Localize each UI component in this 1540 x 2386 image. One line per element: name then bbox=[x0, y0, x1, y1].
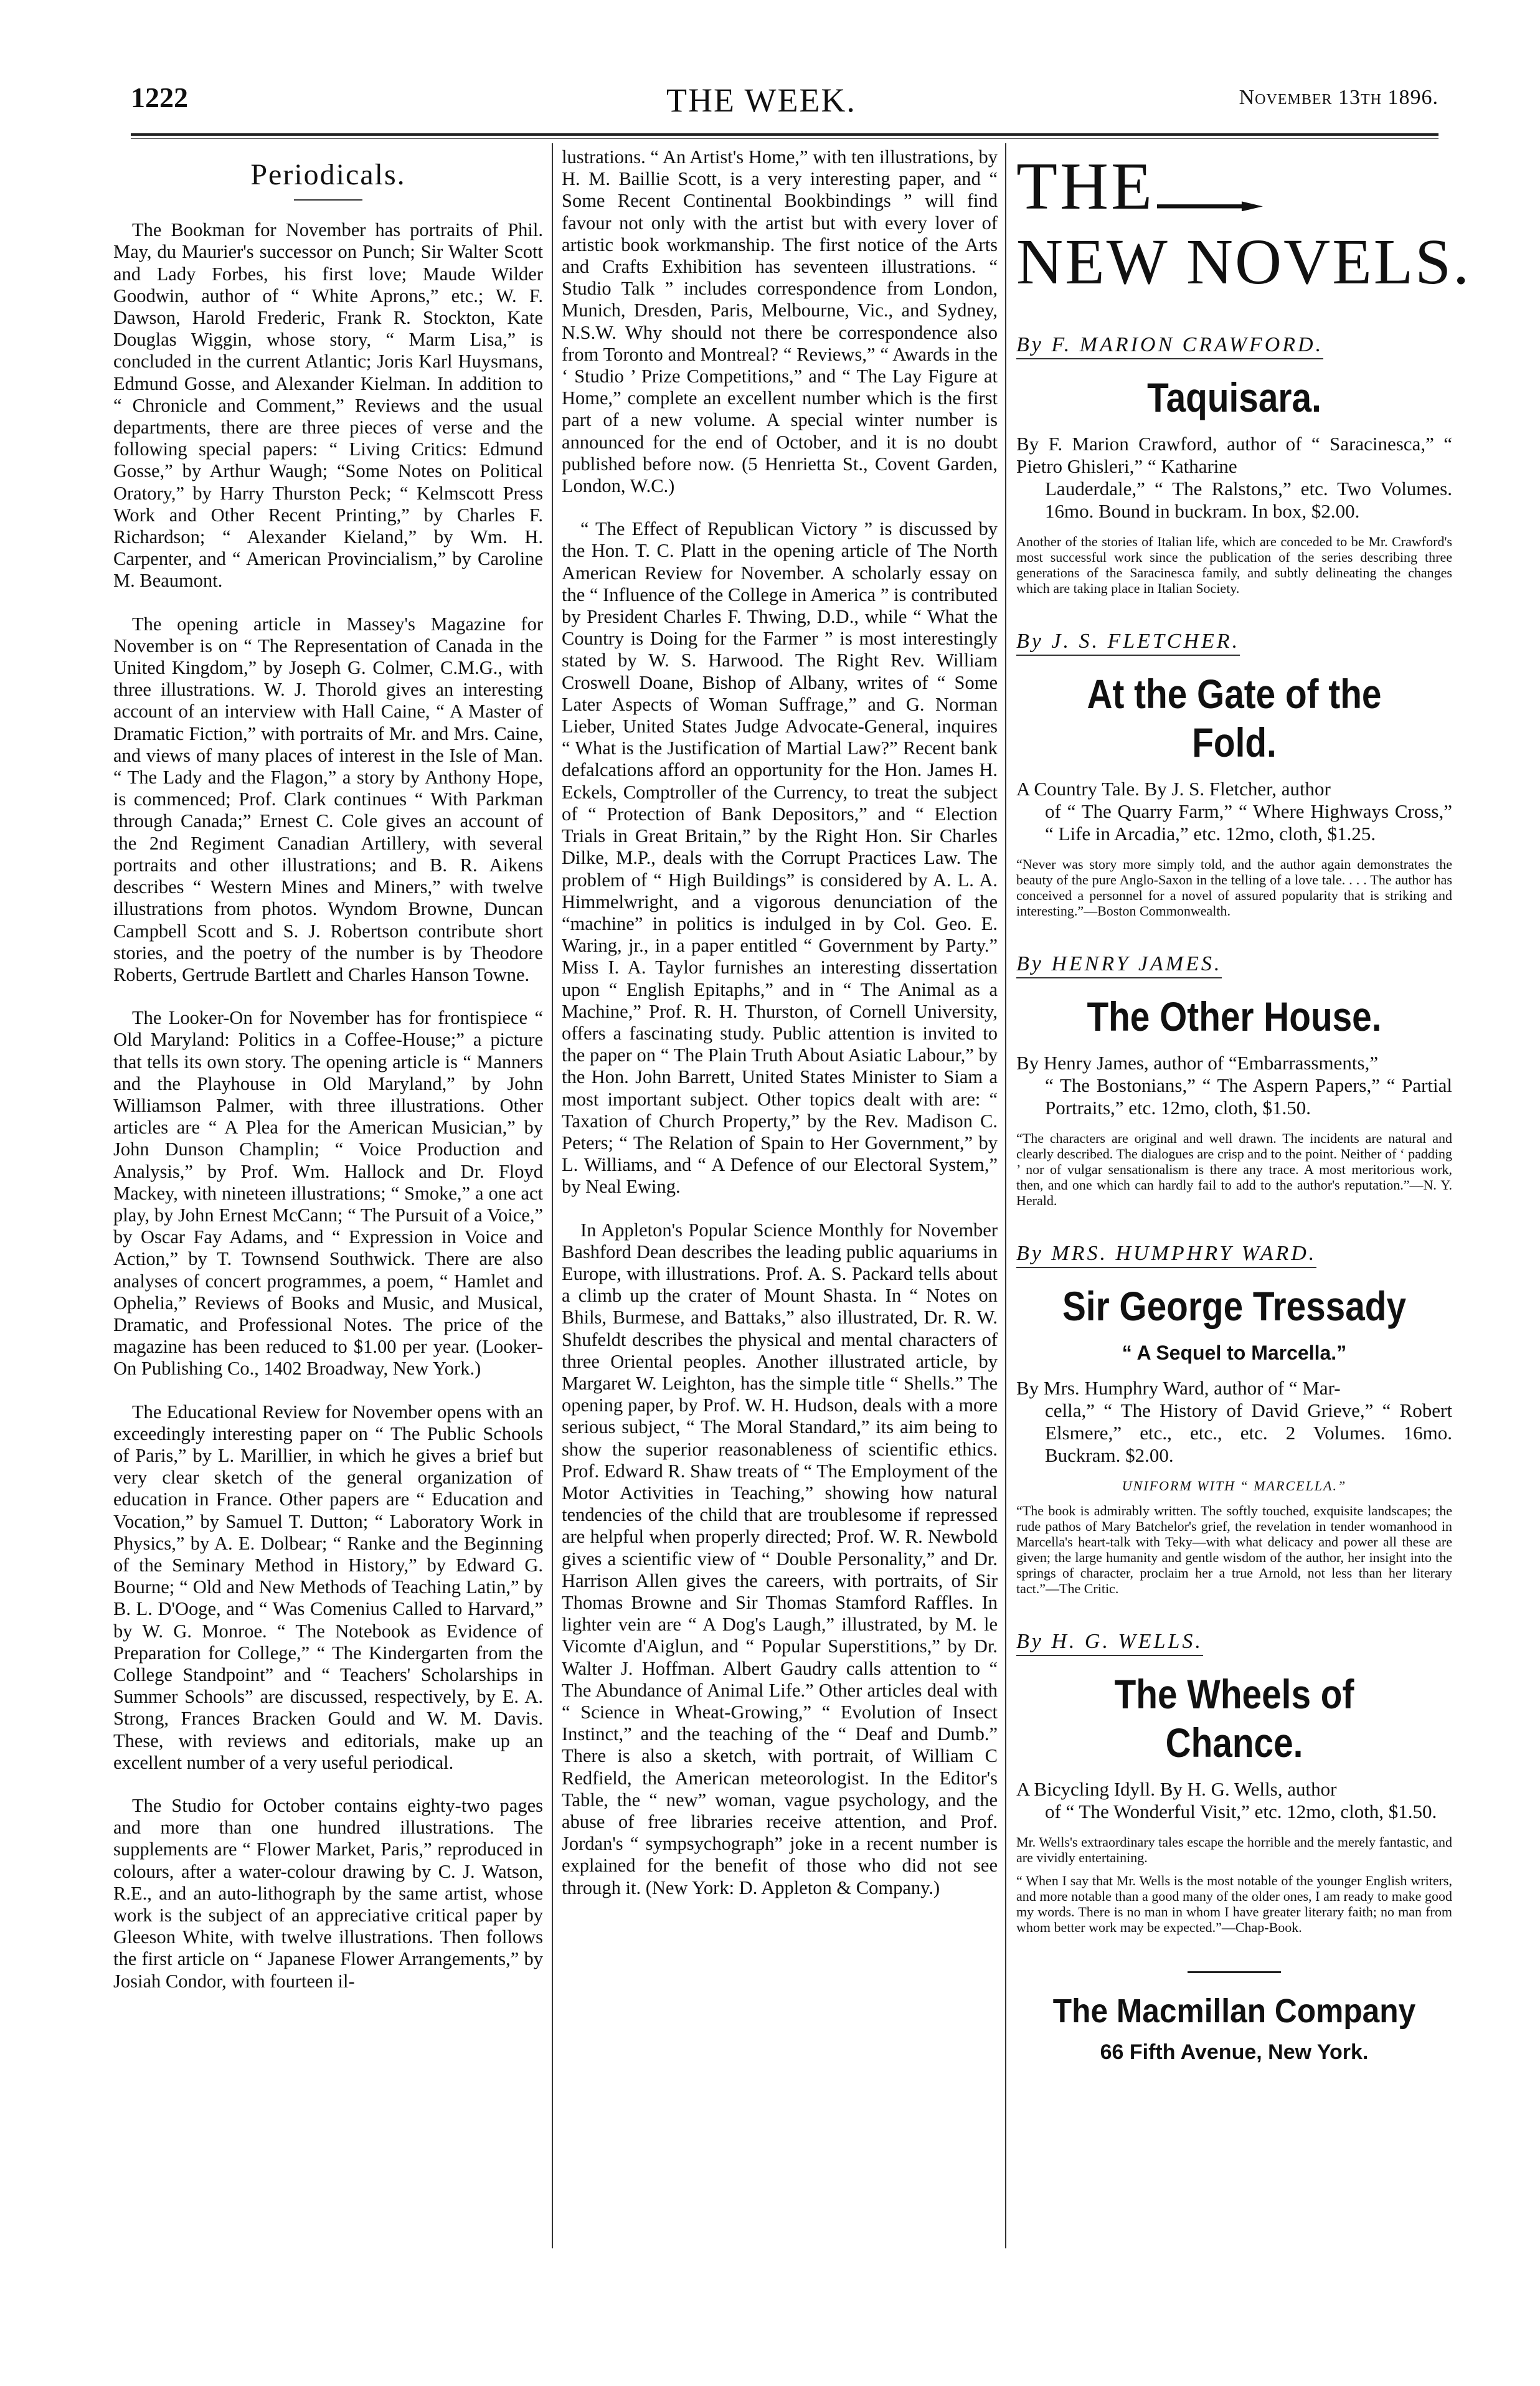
book-listing bbox=[1016, 1208, 1452, 1596]
book-byline: By F. MARION CRAWFORD. bbox=[1016, 333, 1323, 359]
arrow-icon bbox=[1157, 201, 1263, 211]
issue-date: November 13th 1896. bbox=[1239, 86, 1438, 109]
ad-new-novels: NEW NOVELS. bbox=[1016, 226, 1472, 298]
section-heading: Periodicals. bbox=[250, 158, 406, 191]
book-listing bbox=[1016, 300, 1452, 596]
book-description-lead: By Mrs. Humphry Ward, author of “ Mar- bbox=[1016, 1377, 1341, 1399]
book-notice: “ When I say that Mr. Wells is the most notable of the younger English writers, and more notable than a good many of the older ones, I am ready to make good my words. There is no man in whom I have greater literary faith; no man from whom better work may be expected.”—Chap-Book. bbox=[1016, 1873, 1452, 1935]
book-description bbox=[1016, 1778, 1452, 1823]
masthead-title: THE WEEK. bbox=[666, 82, 856, 119]
book-byline: By H. G. WELLS. bbox=[1016, 1630, 1203, 1656]
book-description bbox=[1016, 778, 1452, 845]
column-divider bbox=[1005, 143, 1006, 2248]
page-number: 1222 bbox=[131, 82, 188, 113]
book-description-rest: of “ The Wonderful Visit,” etc. 12mo, cloth, $1.50. bbox=[1045, 1801, 1437, 1822]
book-title: The Wheels of Chance. bbox=[1114, 1671, 1354, 1766]
book-description-lead: By F. Marion Crawford, author of “ Saracinesca,” “ Pietro Ghisleri,” “ Katharine bbox=[1016, 433, 1452, 477]
book-listing bbox=[1016, 919, 1452, 1208]
book-title: The Other House. bbox=[1087, 993, 1382, 1039]
book-listing bbox=[1016, 596, 1452, 919]
article-paragraph: In Appleton's Popular Science Monthly for November Bashford Dean describes the leading public aquariums in Europe, with illustrations. Prof. A. S. Packard tells about a climb up the crater of Mount Shasta. In “ Notes on Bhils, Burmese, and Battaks,” also illustrated, Dr. R. W. Shufeldt describes the physical and mental characters of three Oriental peoples. Another illustrated article, by Margaret W. Leighton, has the simple title “ Shells.” The opening paper, by Prof. W. H. Hudson, deals with a more serious subject, “ The Moral Standard,” its aim being to show the superior reasonableness of scientific ethics. Prof. Edward R. Shaw treats of “ The Employment of the Motor Activities in Teaching,” showing how natural tendencies of the child that are troublesome if repressed are helpful when properly directed; Prof. W. R. Newbold gives a scientific view of “ Double Personality,” and Dr. Harrison Allen gives the careers, with portraits, of Sir Thomas Browne and Sir Thomas Stamford Raffles. In lighter vein are “ A Dog's Laugh,” illustrated, by M. le Vicomte d'Aiglun, and “ Popular Superstitions,” by Dr. Walter J. Hoffman. Albert Gaudry calls attention to “ The Abundance of Animal Life.” Other articles deal with “ Science in Wheat-Growing,” “ Evolution of Insect Instinct,” and the teaching of the “ Deaf and Dumb.” There is also a sketch, with portrait, of William C Redfield, the American meteorologist. In the Editor's Table, the “ new” woman, vague psychology, and the abuse of free libraries receive attention, and Prof. Jordan's “ sympsychograph” joke in a recent number is explained for the benefit of those who did not see through it. (New York: D. Appleton & Company.) bbox=[562, 1219, 998, 1898]
book-title: At the Gate of the Fold. bbox=[1087, 671, 1382, 765]
header-rule bbox=[131, 133, 1438, 136]
book-notice: Mr. Wells's extraordinary tales escape the horrible and the merely fantastic, and are vividly entertaining. bbox=[1016, 1834, 1452, 1865]
book-byline: By HENRY JAMES. bbox=[1016, 952, 1222, 978]
ad-the: THE bbox=[1016, 149, 1155, 224]
ad-headline bbox=[1016, 149, 1472, 300]
article-paragraph: The opening article in Massey's Magazine for November is on “ The Representation of Canada in the United Kingdom,” by Joseph G. Colmer, C.M.G., with three illustrations. W. J. Thorold gives an interesting account of an interview with Hall Caine, “ A Master of Dramatic Fiction,” with portraits of Mr. and Mrs. Caine, and views of many places of interest in the Isle of Man. “ The Lady and the Flagon,” a story by Anthony Hope, is commenced; Prof. Clark continues “ With Parkman through Canada;” Ernest C. Cole gives an account of the 2nd Regiment Canadian Artillery, with several portraits and other illustrations; and B. R. Aikens describes “ Western Mines and Miners,” with twelve illustrations from photos. Wyndom Browne, Duncan Campbell Scott and S. J. Robertson contribute short stories, and the poetry of the number is by Theodore Roberts, Gertrude Bartlett and Charles Hanson Towne. bbox=[113, 613, 543, 985]
book-description-lead: By Henry James, author of “Embarrassments,” bbox=[1016, 1052, 1379, 1074]
column-periodicals-1 bbox=[113, 146, 543, 2014]
header-rule-thin bbox=[131, 138, 1438, 139]
article-paragraph: lustrations. “ An Artist's Home,” with ten illustrations, by H. M. Baillie Scott, is a very interesting paper, and “ Some Recent Continental Bookbindings ” will find favour not only with the artist but with every lover of artistic book workmanship. The first notice of the Arts and Crafts Exhibition has seventeen illustrations. “ Studio Talk ” includes correspondence from London, Munich, Dresden, Paris, Melbourne, Vic., and Sydney, N.S.W. Why should not there be correspondence also from Toronto and Montreal? “ Reviews,” “ Awards in the ‘ Studio ’ Prize Competitions,” and “ The Lay Figure at Home,” complete an excellent number which is the first part of a new volume. A special winter number is announced for the end of October, and it is no doubt published before now. (5 Henrietta St., Covent Garden, London, W.C.) bbox=[562, 146, 998, 497]
book-description-rest: cella,” “ The History of David Grieve,” “ Robert Elsmere,” etc., etc., etc. 2 Volumes. 16mo. Buckram. $2.00. bbox=[1045, 1399, 1452, 1466]
book-description-rest: “ The Bostonians,” “ The Aspern Papers,” “ Partial Portraits,” etc. 12mo, cloth, $1.50. bbox=[1045, 1074, 1452, 1119]
page-header bbox=[131, 81, 1438, 131]
book-notice: Another of the stories of Italian life, which are conceded to be Mr. Crawford's most successful work since the publication of the series describing three generations of the Saracinesca family, and subtly delineating the changes which are taking place in Italian Society. bbox=[1016, 534, 1452, 596]
article-paragraph: The Educational Review for November opens with an exceedingly interesting paper on “ The Public Schools of Paris,” by L. Marillier, in which he gives a brief but very clear sketch of the general organization of education in France. Other papers are “ Education and Vocation,” by Samuel T. Dutton; “ Laboratory Work in Physics,” by A. E. Dolbear; “ Ranke and the Beginning of the Seminary Method in History,” by Edward G. Bourne; “ Old and New Methods of Teaching Latin,” by B. L. D'Ooge, and “ Was Comenius Called to Harvard,” by W. G. Monroe. “ The Notebook as Evidence of Preparation for College,” “ The Kindergarten from the College Standpoint” and “ Teachers' Scholarships in Summer Schools” are discussed, respectively, by E. A. Strong, Frances Bracken Gould and W. M. Davis. These, with reviews and editorials, make up an excellent number of a very useful periodical. bbox=[113, 1401, 543, 1773]
uniform-note: UNIFORM WITH “ MARCELLA.” bbox=[1122, 1478, 1347, 1494]
article-paragraph: The Bookman for November has portraits of Phil. May, du Maurier's successor on Punch; Sir Walter Scott and Lady Forbes, his first love; Maude Wilder Goodwin, author of “ White Aprons,” etc.; W. F. Dawson, Harold Frederic, Frank R. Stockton, Kate Douglas Wiggin, whose story, “ Marm Lisa,” is concluded in the current Atlantic; Joris Karl Huysmans, Edmund Gosse, and Alexander Kielman. In addition to “ Chronicle and Comment,” Reviews and the usual departments, there are three pieces of verse and the following special papers: “ Living Critics: Edmund Gosse,” by Arthur Waugh; “Some Notes on Political Oratory,” by Harry Thurston Peck; “ Kelmscott Press Work and Other Recent Printing,” by Charles F. Richardson; “ Alexander Kieland,” by Wm. H. Carpenter, and “ American Provincialism,” by Caroline M. Beaumont. bbox=[113, 219, 543, 592]
article-paragraph: “ The Effect of Republican Victory ” is discussed by the Hon. T. C. Platt in the opening article of The North American Review for November. A scholarly essay on the “ Influence of the College in America ” is contributed by President Charles F. Thwing, D.D., while “ What the Country is Doing for the Farmer ” is most interestingly stated by W. S. Harwood. The Right Rev. William Croswell Doane, Bishop of Albany, writes of “ Some Later Aspects of Woman Suffrage,” and G. Norman Lieber, United States Judge Advocate-General, inquires “ What is the Justification of Martial Law?” Recent bank defalcations afford an opportunity for the Hon. James H. Eckels, Comptroller of the Currency, to treat the subject of “ Protection of Bank Depositors,” and “ Election Trials in Great Britain,” by the Right Hon. Sir Charles Dilke, M.P., deals with the Corrupt Practices Law. The problem of “ High Buildings” is considered by A. L. A. Himmelwright, and a vigorous denunciation of the “machine” in politics is indulged in by Col. Geo. E. Waring, jr., in a paper entitled “ Government by Party.” Miss I. A. Taylor furnishes an interesting dissertation upon “ English Epitaphs,” and in “ The Animal as a Machine,” Prof. R. H. Thurston, of Cornell University, offers a fascinating study. Public attention is invited to the paper on “ The Plain Truth About Asiatic Labour,” by the Hon. John Barrett, United States Minister to Siam a most important subject. Other topics dealt with are: “ Taxation of Church Property,” by the Rev. Madison C. Peters; “ The Relation of Spain to Her Government,” by L. Williams, and “ A Defence of our Electoral System,” by Neal Ewing. bbox=[562, 518, 998, 1198]
book-description-rest: Lauderdale,” “ The Ralstons,” etc. Two Volumes. 16mo. Bound in buckram. In box, $2.00. bbox=[1045, 478, 1452, 522]
book-listing bbox=[1016, 1596, 1452, 1935]
book-title: Sir George Tressady bbox=[1062, 1283, 1407, 1329]
book-subtitle: “ A Sequel to Marcella.” bbox=[1122, 1342, 1347, 1364]
book-description bbox=[1016, 1052, 1452, 1119]
ad-rule bbox=[1188, 1971, 1281, 1973]
book-notice: “The characters are original and well drawn. The incidents are natural and clearly described. The dialogues are crisp and to the point. Neither of ‘ padding ’ nor of vulgar sensationalism is there any trace. A most meritorious work, then, and one which can hardly fail to add to the author's reputation.”—N. Y. Herald. bbox=[1016, 1130, 1452, 1208]
book-title: Taquisara. bbox=[1147, 374, 1321, 420]
book-description bbox=[1016, 1377, 1452, 1467]
book-description-lead: A Country Tale. By J. S. Fletcher, author bbox=[1016, 778, 1331, 800]
publisher-address: 66 Fifth Avenue, New York. bbox=[1100, 2040, 1369, 2064]
column-periodicals-2 bbox=[562, 146, 998, 1920]
book-description bbox=[1016, 433, 1452, 523]
article-paragraph: The Looker-On for November has for frontispiece “ Old Maryland: Politics in a Coffee-House;” a picture that tells its own story. The opening article is “ Manners and the Playhouse in Old Maryland,” by John Williamson Palmer, with three illustrations. Other articles are “ A Plea for the American Musician,” by John Dunson Champlin; “ Voice Production and Analysis,” by Prof. Wm. Hallock and Dr. Floyd Mackey, with nineteen illustrations; “ Smoke,” a one act play, by John Ernest McCann; “ The Pursuit of a Voice,” by Oscar Fay Adams, and “ Expression in Voice and Action,” by T. Townsend Southwick. There are also analyses of concert programmes, a poem, “ Hamlet and Ophelia,” Reviews of Books and Music, and Musical, Dramatic, and Professional Notes. The price of the magazine has been reduced to $1.00 per year. (Looker-On Publishing Co., 1402 Broadway, New York.) bbox=[113, 1007, 543, 1380]
book-notice: “The book is admirably written. The softly touched, exquisite landscapes; the rude pathos of Mary Batchelor's grief, the revelation in tender womanhood in Marcella's heart-talk with Teky—with what delicacy and power all these are given; the large humanity and gentle wisdom of the author, her insight into the springs of character, proclaim her a true Arnold, not less than her literary tact.”—The Critic. bbox=[1016, 1503, 1452, 1596]
macmillan-advertisement bbox=[1016, 149, 1472, 2065]
book-description-lead: A Bicycling Idyll. By H. G. Wells, author bbox=[1016, 1778, 1337, 1800]
book-byline: By J. S. FLETCHER. bbox=[1016, 630, 1240, 656]
section-rule bbox=[294, 199, 362, 201]
publisher-name: The Macmillan Company bbox=[1052, 1992, 1416, 2030]
book-notice: “Never was story more simply told, and the author again demonstrates the beauty of the pure Anglo-Saxon in the telling of a love tale. . . . The author has conceived a personnel for a novel of assured popularity that is striking and interesting.”—Boston Commonwealth. bbox=[1016, 856, 1452, 919]
book-description-rest: of “ The Quarry Farm,” “ Where Highways Cross,” “ Life in Arcadia,” etc. 12mo, cloth, $1.25. bbox=[1045, 800, 1452, 845]
book-byline: By MRS. HUMPHRY WARD. bbox=[1016, 1242, 1316, 1268]
column-divider bbox=[552, 143, 553, 2248]
article-paragraph: The Studio for October contains eighty-two pages and more than one hundred illustrations. The supplements are “ Flower Market, Paris,” reproduced in colours, after a water-colour drawing by C. J. Watson, R.E., and an auto-lithograph by the same artist, whose work is the subject of an appreciative critical paper by Gleeson White, with twelve illustrations. Then follows the first article on “ Japanese Flower Arrangements,” by Josiah Condor, with fourteen il- bbox=[113, 1795, 543, 1992]
